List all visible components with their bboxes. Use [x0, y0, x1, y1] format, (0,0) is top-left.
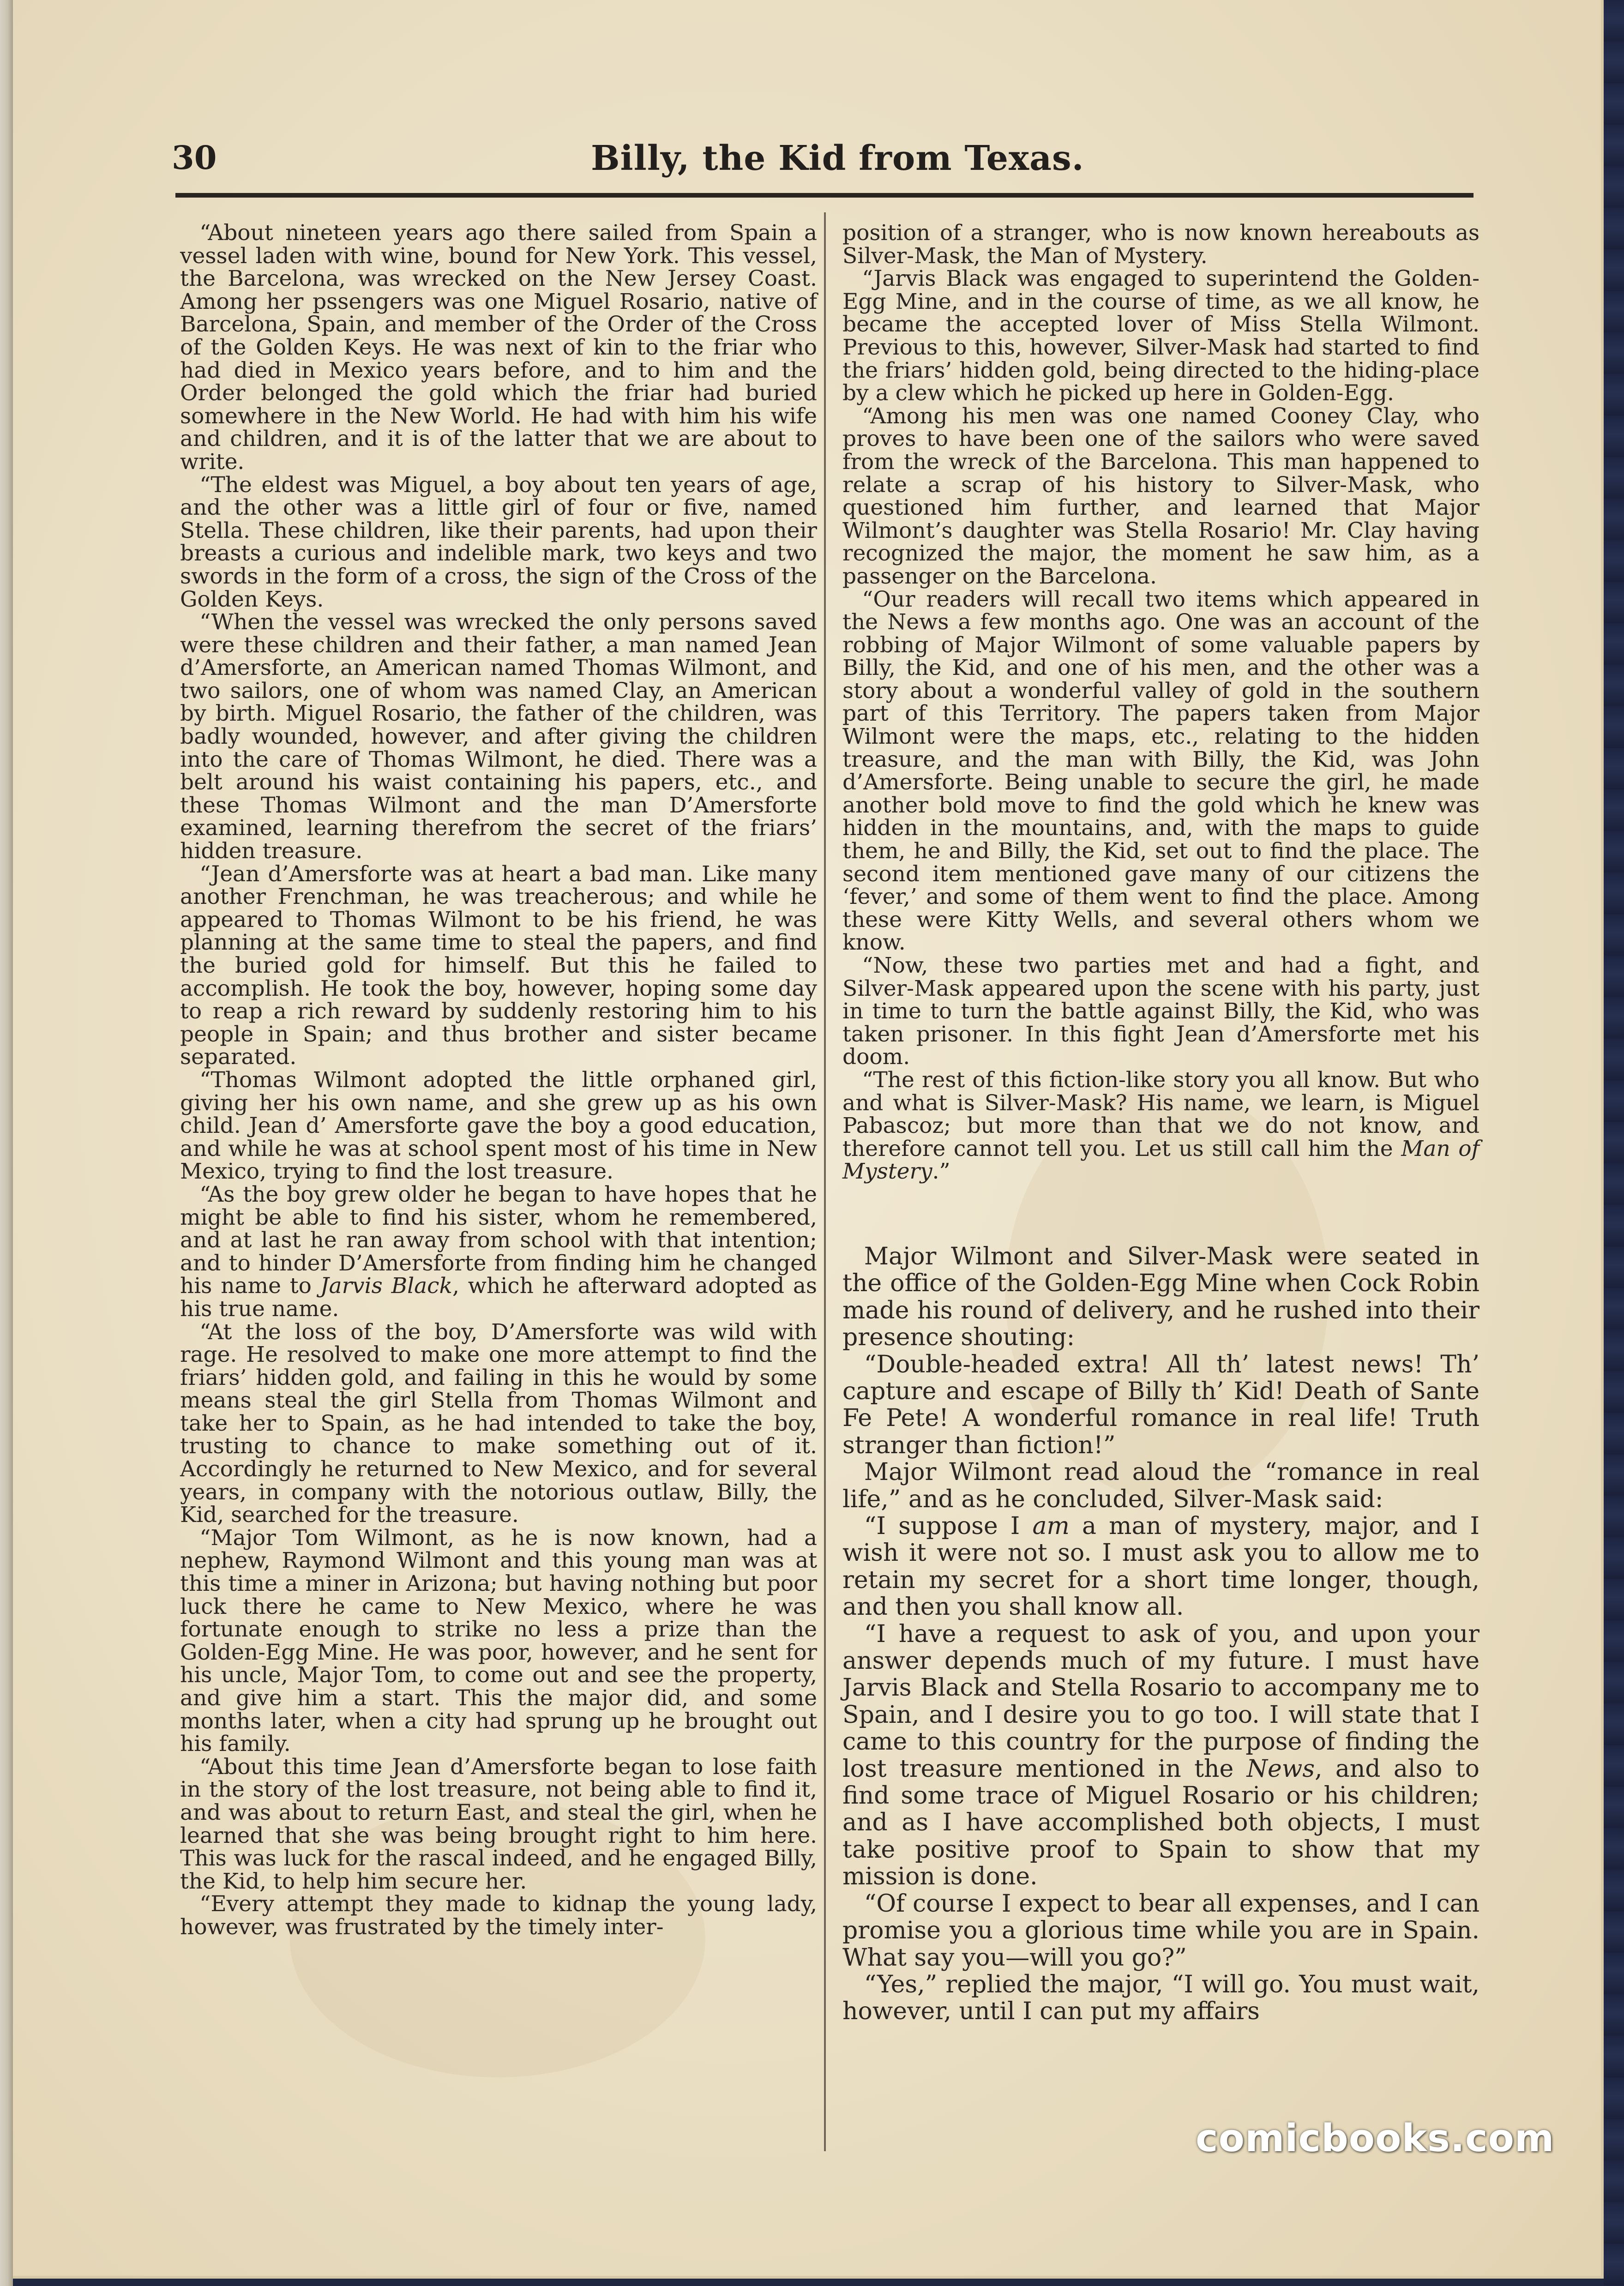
paragraph: “About this time Jean d’Amersforte began to lose faith in the story of the lost treasure, not being able to find it, and was about to return East, and steal the girl, when he learned that she was being brought right to him here. This was luck for the rascal indeed, and he engaged Billy, the Kid, to help him secure her.: [180, 1754, 817, 1894]
binding-spine: [0, 0, 13, 2286]
paragraph: “At the loss of the boy, D’Amersforte was wild with rage. He resolved to make one more attempt to find the friars’ hidden gold, and failing in this he would by some means steal the girl Stella from Thomas Wilmont and take her to Spain, as he had intended to take the boy, trusting to chance to make something out of it. Accordingly he returned to New Mexico, and for several years, in company with the notorious outlaw, Billy, the Kid, searched for the treasure.: [180, 1319, 817, 1528]
column-rule: [824, 212, 826, 2151]
text-run: , and also to find some trace of Miguel Rosario or his children; and as I have accomplished both objects, I must take positive proof to Spain to show that my mission is done.: [842, 1755, 1480, 1891]
italic-name: Jarvis Black: [320, 1273, 452, 1299]
text-run: .”: [932, 1159, 950, 1185]
large-type-section: [842, 1243, 1480, 2025]
paragraph: “Major Tom Wilmont, as he is now known, had a nephew, Raymond Wilmont and this young man was at this time a miner in Arizona; but having nothing but poor luck there he came to New Mexico, where he was fortunate enough to strike no less a prize than the Golden-Egg Mine. He was poor, however, and he sent for his uncle, Major Tom, to come out and see the property, and give him a start. This the major did, and some months later, when a city had sprung up he brought out his family.: [180, 1525, 817, 1757]
paragraph: “Thomas Wilmont adopted the little orphaned girl, giving her his own name, and she grew up as his own child. Jean d’ Amersforte gave the boy a good education, and while he was at school spent most of his time in New Mexico, trying to find the lost treasure.: [180, 1067, 817, 1185]
text-run: “I have a request to ask of you, and upon your answer depends much of my future. I must have Jarvis Black and Stella Rosario to accompany me to Spain, and I desire you to go too. I will state that I came to this country for the purpose of finding the lost treasure mentioned in the: [842, 1620, 1480, 1783]
paragraph: “Yes,” replied the major, “I will go. You must wait, however, until I can put my affairs: [842, 1970, 1480, 2026]
left-column: [180, 222, 817, 1939]
paragraph: position of a stranger, who is now known hereabouts as Silver-Mask, the Man of Mystery.: [842, 220, 1480, 269]
paragraph: “Every attempt they made to kidnap the young lady, however, was frustrated by the timely inter-: [180, 1891, 817, 1940]
text-run: “As the boy grew older he began to have hopes that he might be able to find his sister, whom he remembered, and at last he ran away from school with that intention; and to hinder D’Amersforte from finding him he changed his name to: [180, 1181, 817, 1299]
paragraph: [842, 1621, 1480, 1890]
italic-name: Man of Mystery: [842, 1136, 1480, 1185]
italic-word: am: [1032, 1512, 1070, 1540]
paragraph: “Double-headed extra! All th’ latest news! Th’ capture and escape of Billy th’ Kid! Death of Sante Fe Pete! A wonderful romance in real life! Truth stranger than fiction!”: [842, 1350, 1480, 1459]
paragraph: “Jean d’Amersforte was at heart a bad man. Like many another Frenchman, he was treacherous; and while he appeared to Thomas Wilmont to be his friend, he was planning at the same time to steal the papers, and find the buried gold for himself. But this he failed to accomplish. He took the boy, however, hoping some day to reap a rich reward by suddenly restoring him to his people in Spain; and thus brother and sister became separated.: [180, 861, 817, 1070]
paragraph: “Our readers will recall two items which appeared in the News a few months ago. One was an account of the robbing of Major Wilmont of some valuable papers by Billy, the Kid, and one of his men, and the other was a story about a wonderful valley of gold in the southern part of this Territory. The papers taken from Major Wilmont were the maps, etc., relating to the hidden treasure, and the man with Billy, the Kid, was John d’Amersforte. Being unable to secure the girl, he made another bold move to find the gold which he knew was hidden in the mountains, and, with the maps to guide them, he and Billy, the Kid, set out to find the place. The second item mentioned gave many of our citizens the ‘fever,’ and some of them went to find the place. Among these were Kitty Wells, and several others whom we know.: [842, 586, 1480, 956]
header-rule: [175, 193, 1474, 198]
paragraph: “Jarvis Black was engaged to superintend the Golden-Egg Mine, and in the course of time, as we all know, he became the accepted lover of Miss Stella Wilmont. Previous to this, however, Silver-Mask had started to find the friars’ hidden gold, being directed to the hiding-place by a clew which he picked up here in Golden-Egg.: [842, 266, 1480, 406]
page-edge: [1604, 0, 1624, 2286]
italic-name: News: [1246, 1755, 1315, 1783]
text-run: “I suppose I: [864, 1512, 1033, 1540]
paragraph: [842, 1513, 1480, 1621]
paragraph: Major Wilmont and Silver-Mask were seated in the office of the Golden-Egg Mine when Cock Robin made his round of delivery, and he rushed into their presence shouting:: [842, 1242, 1480, 1352]
text-run: a man of mystery, major, and I wish it were not so. I must ask you to allow me to retain my secret for a short time longer, though, and then you shall know all.: [842, 1512, 1480, 1621]
page-number: 30: [172, 138, 217, 177]
right-column: [842, 222, 1480, 2025]
paragraph: “Of course I expect to bear all expenses, and I can promise you a glorious time while you are in Spain. What say you—will you go?”: [842, 1889, 1480, 1972]
paragraph: [180, 1183, 817, 1321]
paragraph: “The eldest was Miguel, a boy about ten years of age, and the other was a little girl of four or five, named Stella. These children, like their parents, had upon their breasts a curious and indelible mark, two keys and two swords in the form of a cross, the sign of the Cross of the Golden Keys.: [180, 472, 817, 612]
running-title: Billy, the Kid from Texas.: [591, 138, 1084, 178]
paragraph: “Among his men was one named Cooney Clay, who proves to have been one of the sailors who were saved from the wreck of the Barcelona. This man happened to relate a scrap of his history to Silver-Mask, who questioned him further, and learned that Major Wilmont’s daughter was Stella Rosario! Mr. Clay having recognized the major, the moment he saw him, as a passenger on the Barcelona.: [842, 403, 1480, 589]
paragraph: [842, 1069, 1480, 1183]
paragraph: “About nineteen years ago there sailed from Spain a vessel laden with wine, bound for New York. This vessel, the Barcelona, was wrecked on the New Jersey Coast. Among her pssengers was one Miguel Rosario, native of Barcelona, Spain, and member of the Order of the Cross of the Golden Keys. He was next of kin to the friar who had died in Mexico years before, and to him and the Order belonged the gold which the friar had buried somewhere in the New World. He had with him his wife and children, and it is of the latter that we are about to write.: [180, 220, 817, 475]
paragraph: Major Wilmont read aloud the “romance in real life,” and as he concluded, Silver-Mask said:: [842, 1458, 1480, 1513]
text-run: “The rest of this fiction-like story you all know. But who and what is Silver-Mask? His name, we learn, is Miguel Pabascoz; but more than that we do not know, and therefore cannot tell you. Let us still call him the: [842, 1067, 1480, 1161]
watermark: comicbooks.com: [1196, 2117, 1555, 2160]
paragraph: “When the vessel was wrecked the only persons saved were these children and their father, a man named Jean d’Amersforte, an American named Thomas Wilmont, and two sailors, one of whom was named Clay, an American by birth. Miguel Rosario, the father of the children, was badly wounded, however, and after giving the children into the care of Thomas Wilmont, he died. There was a belt around his waist containing his papers, etc., and these Thomas Wilmont and the man D’Amersforte examined, learning therefrom the secret of the friars’ hidden treasure.: [180, 609, 817, 864]
text-run: , which he afterward adopted as his true name.: [180, 1273, 817, 1322]
paragraph: “Now, these two parties met and had a fight, and Silver-Mask appeared upon the scene with his party, just in time to turn the battle against Billy, the Kid, who was taken prisoner. In this fight Jean d’Amersforte met his doom.: [842, 953, 1480, 1070]
